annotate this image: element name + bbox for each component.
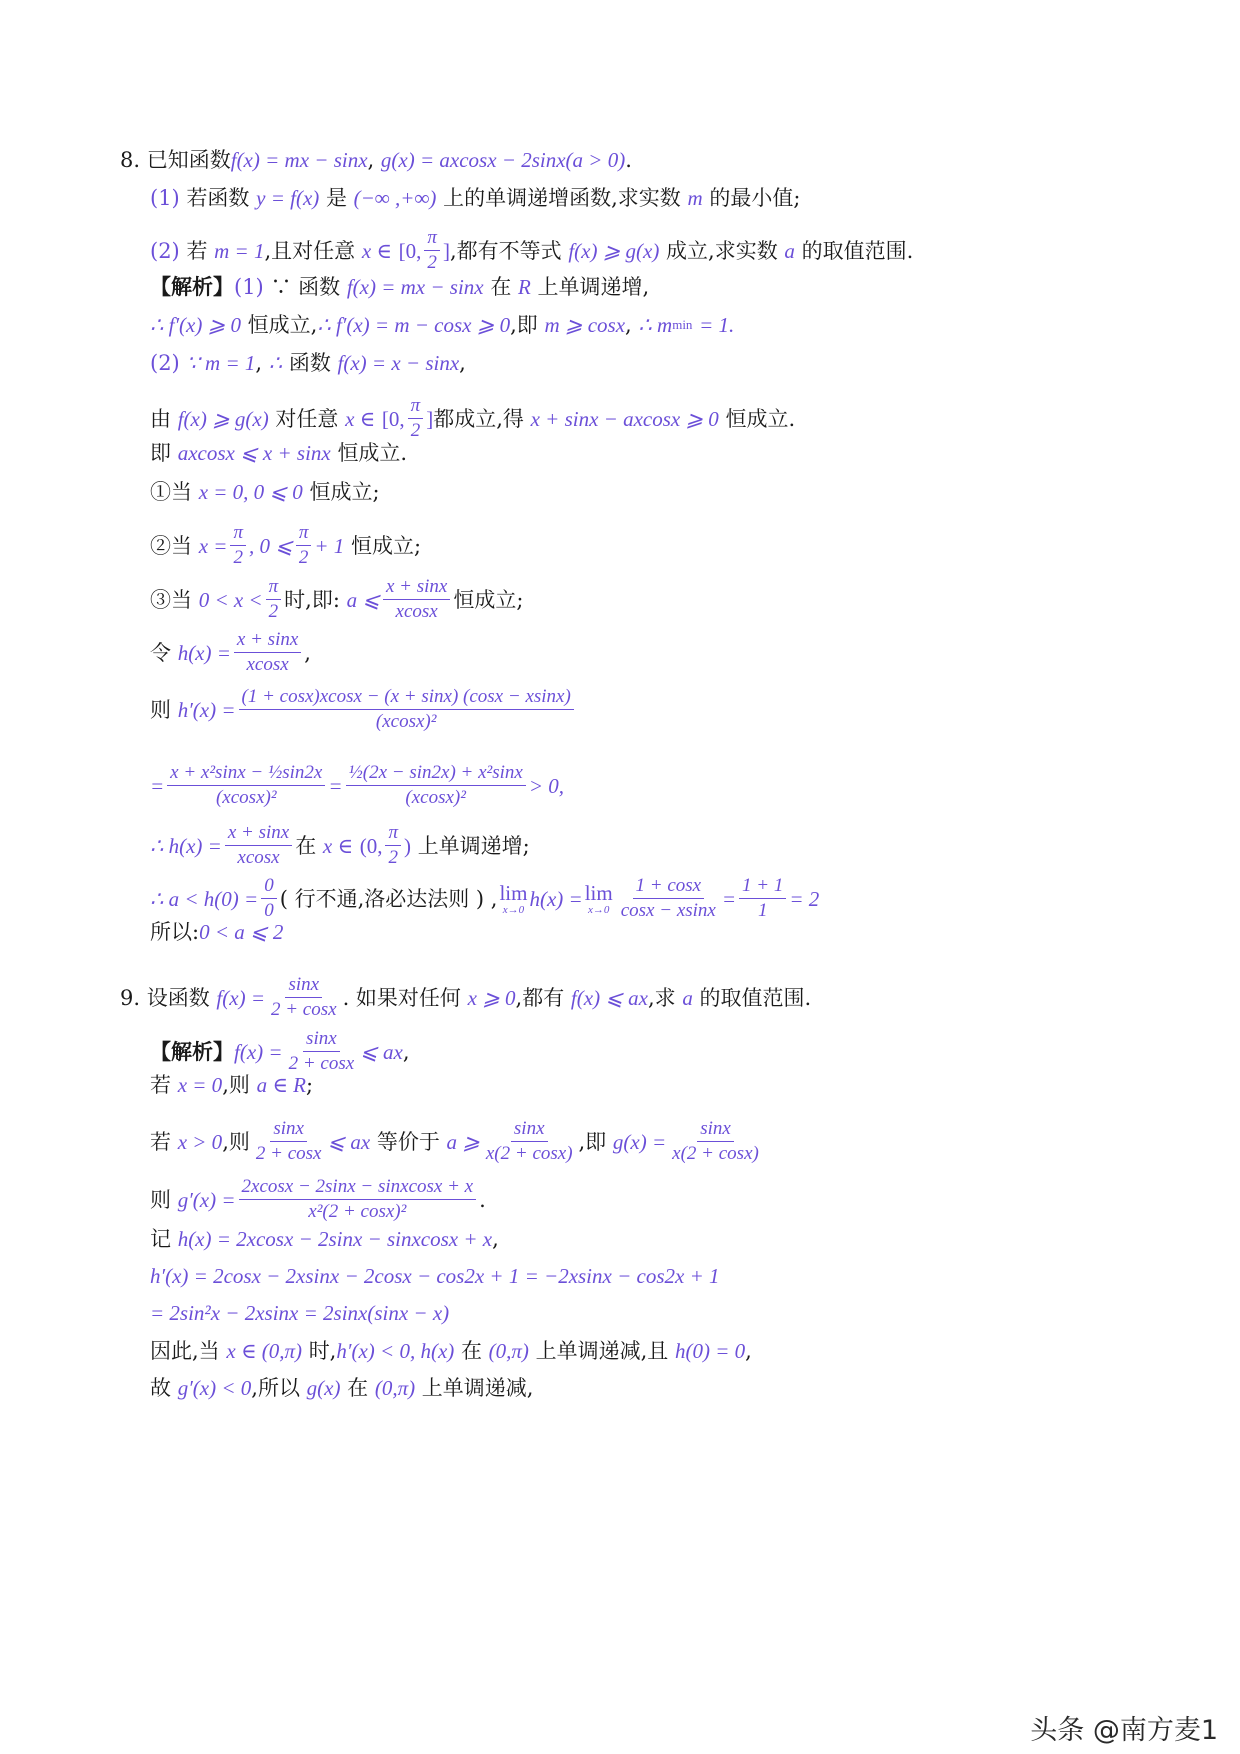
fraction: $\frac{\pi}{2}$ (266, 576, 282, 623)
watermark: 头条 @南方麦1 (1030, 1715, 1218, 1746)
fraction: $\frac{x + \sin x}{xcosx}$ (225, 822, 292, 869)
solution-9-start: 【解析】 f(x) = $\frac{\sin x}{2 + \cos x}$ ⩽ ax , (150, 1028, 410, 1074)
solution-5-line: 即 axcosx ⩽ x + sinx 恒成立. (150, 441, 408, 465)
define-h-9: 记 h(x) = 2xcosx − 2sinx − sinxcosx + x , (150, 1227, 499, 1251)
g-derivative: 则 g′(x) = $\frac{\text{2xcosx − 2sinx − sinxcosx + x}}{\text{x²(2 + cosx)²}}$ . (150, 1176, 486, 1222)
fraction: $\frac{\sin x}{2 + \cos x}$ (255, 1118, 322, 1164)
fraction: $\frac{\pi}{2}$ (385, 822, 401, 869)
lhopital-line: ∴ a < h(0) = $\frac{0}{0}$ ( 行不通,洛必达法则 ) , lim x→0 h(x) = lim x→0 $\frac{1 + \cos x}{\cos x - xsinx}$ = $\frac{1 + 1}{1}$ = 2 (150, 875, 820, 921)
problem-number: 8. (120, 148, 141, 172)
fraction: $\frac{\pi}{2}$ (296, 522, 312, 569)
problem-number: 9. (120, 985, 141, 1010)
fraction: $\frac{1 + \cos x}{\cos x - xsinx}$ (620, 875, 716, 921)
h-derivative-9-simplified: = 2sin²x − 2xsinx = 2sinx(sinx − x) (150, 1301, 450, 1325)
limit-operator: lim x→0 (584, 880, 613, 916)
fraction: $\frac{0}{0}$ (261, 875, 277, 922)
question-1: (1) 若函数 y = f(x) 是 (−∞ ,+∞) 上的单调递增函数,求实数 m 的最小值; (150, 186, 801, 210)
fraction: $\frac{(1 + \cos x)xcosx - (x + \sin x) (\cos x - xsinx)}{\text{(xcosx)²}}$ (239, 686, 574, 733)
case-3: ③当 0 < x < $\frac{\pi}{2}$ 时,即: a ⩽ $\frac{x + \sin x}{xcosx}$ 恒成立; (150, 576, 524, 622)
solution-tag: 【解析】 (150, 1038, 234, 1064)
fraction: $\frac{x + \sin x}{xcosx}$ (383, 576, 450, 623)
h-monotonic: 因此,当 x ∈ (0,π) 时, h′(x) < 0, h(x) 在 (0,π) 上单调递减,且 h(0) = 0 , (150, 1339, 752, 1363)
solution-tag: 【解析】 (150, 274, 234, 299)
solution-2-line: ∴ f′(x) ⩾ 0 恒成立, ∴ f′(x) = m − cosx ⩾ 0 ,即 m ⩾ cosx , ∴ m min = 1. (150, 313, 735, 337)
fraction: $\frac{\sin x}{x(2 + \cos x)}$ (672, 1118, 759, 1164)
fraction: $\frac{\pi}{2}$ (424, 227, 440, 274)
problem-8-statement: 8. 已知函数 f(x) = mx − sinx , g(x) = axcosx − 2sinx(a > 0) . (120, 148, 632, 172)
h-derivative-9: h′(x) = 2cosx − 2xsinx − 2cosx − cos2x + 1 = −2xsinx − cos2x + 1 (150, 1264, 720, 1288)
fraction: $\frac{\pi}{2}$ (230, 522, 246, 569)
fraction: $\frac{\text{2xcosx − 2sinx − sinxcosx + x}}{\text{x²(2 + cosx)²}}$ (239, 1176, 477, 1223)
fraction: $\frac{\pi}{2}$ (408, 395, 424, 442)
fraction: $\frac{\text{½(2x − sin2x) + x²sinx}}{\text{(xcosx)²}}$ (346, 762, 526, 809)
fraction: $\frac{x + \sin x}{xcosx}$ (234, 629, 301, 676)
fraction: $\frac{\sin x}{x(2 + \cos x)}$ (485, 1118, 573, 1164)
case-2: ②当 x = $\frac{\pi}{2}$ , 0 ⩽ $\frac{\pi}{2}$ + 1 恒成立; (150, 522, 422, 568)
define-h: 令 h(x) = $\frac{x + \sin x}{xcosx}$ , (150, 629, 311, 675)
g-monotonic: 故 g′(x) < 0 ,所以 g(x) 在 (0,π) 上单调递减, (150, 1376, 534, 1400)
h-derivative-simplified: = $\frac{\text{x + x²sinx − ½sin2x}}{\text{(xcosx)²}}$ = $\frac{\text{½(2x − sin2x) + x²sinx}}{\text{(xcosx)²}}$ > 0, (150, 762, 565, 808)
case-1: ①当 x = 0, 0 ⩽ 0 恒成立; (150, 480, 380, 504)
h-derivative: 则 h′(x) = $\frac{(1 + \cos x)xcosx - (x + \sin x) (\cos x - xsinx)}{\text{(xcosx)²}}$ (150, 686, 1140, 733)
fraction: $\frac{\sin x}{2 + \cos x}$ (270, 974, 337, 1020)
solution-9-case-positive: 若 x > 0 ,则 $\frac{\sin x}{2 + \cos x}$ ⩽ ax 等价于 a ⩾ $\frac{\sin x}{x(2 + \cos x)}$ ,即 g(x) = $\frac{\sin x}{x(2 + \cos x)}$ (150, 1118, 1140, 1165)
fraction: $\frac{1 + 1}{1}$ (739, 875, 786, 922)
fraction: $\frac{\text{x + x²sinx − ½sin2x}}{\text{(xcosx)²}}$ (167, 762, 325, 809)
solution-3-line: (2) ∵ m = 1 , ∴ 函数 f(x) = x − sinx , (150, 351, 466, 375)
fraction: $\frac{\sin x}{2 + \cos x}$ (288, 1028, 355, 1074)
solution-4-line: 由 f(x) ⩾ g(x) 对任意 x ∈ [0, $\frac{\pi}{2}$ ] 都成立,得 x + sinx − axcosx ⩾ 0 恒成立. (150, 395, 796, 441)
question-2: (2) 若 m = 1 ,且对任意 x ∈ [0, $\frac{\pi}{2}$ ] ,都有不等式 f(x) ⩾ g(x) 成立,求实数 a 的取值范围. (150, 227, 914, 273)
solution-1-line: 【解析】 (1) ∵ 函数 f(x) = mx − sinx 在 R 上单调递增, (150, 274, 650, 299)
problem-9-statement: 9. 设函数 f(x) = $\frac{\sin x}{2 + \cos x}$ . 如果对任何 x ⩾ 0 ,都有 f(x) ⩽ ax ,求 a 的取值范围. (120, 974, 812, 1020)
limit-operator: lim x→0 (499, 880, 528, 916)
h-increasing: ∴ h(x) = $\frac{x + \sin x}{xcosx}$ 在 x ∈ (0, $\frac{\pi}{2}$ ) 上单调递增; (150, 822, 530, 868)
answer-8: 所以: 0 < a ⩽ 2 (150, 920, 284, 944)
solution-9-case-zero: 若 x = 0 ,则 a ∈ R ; (150, 1073, 314, 1097)
